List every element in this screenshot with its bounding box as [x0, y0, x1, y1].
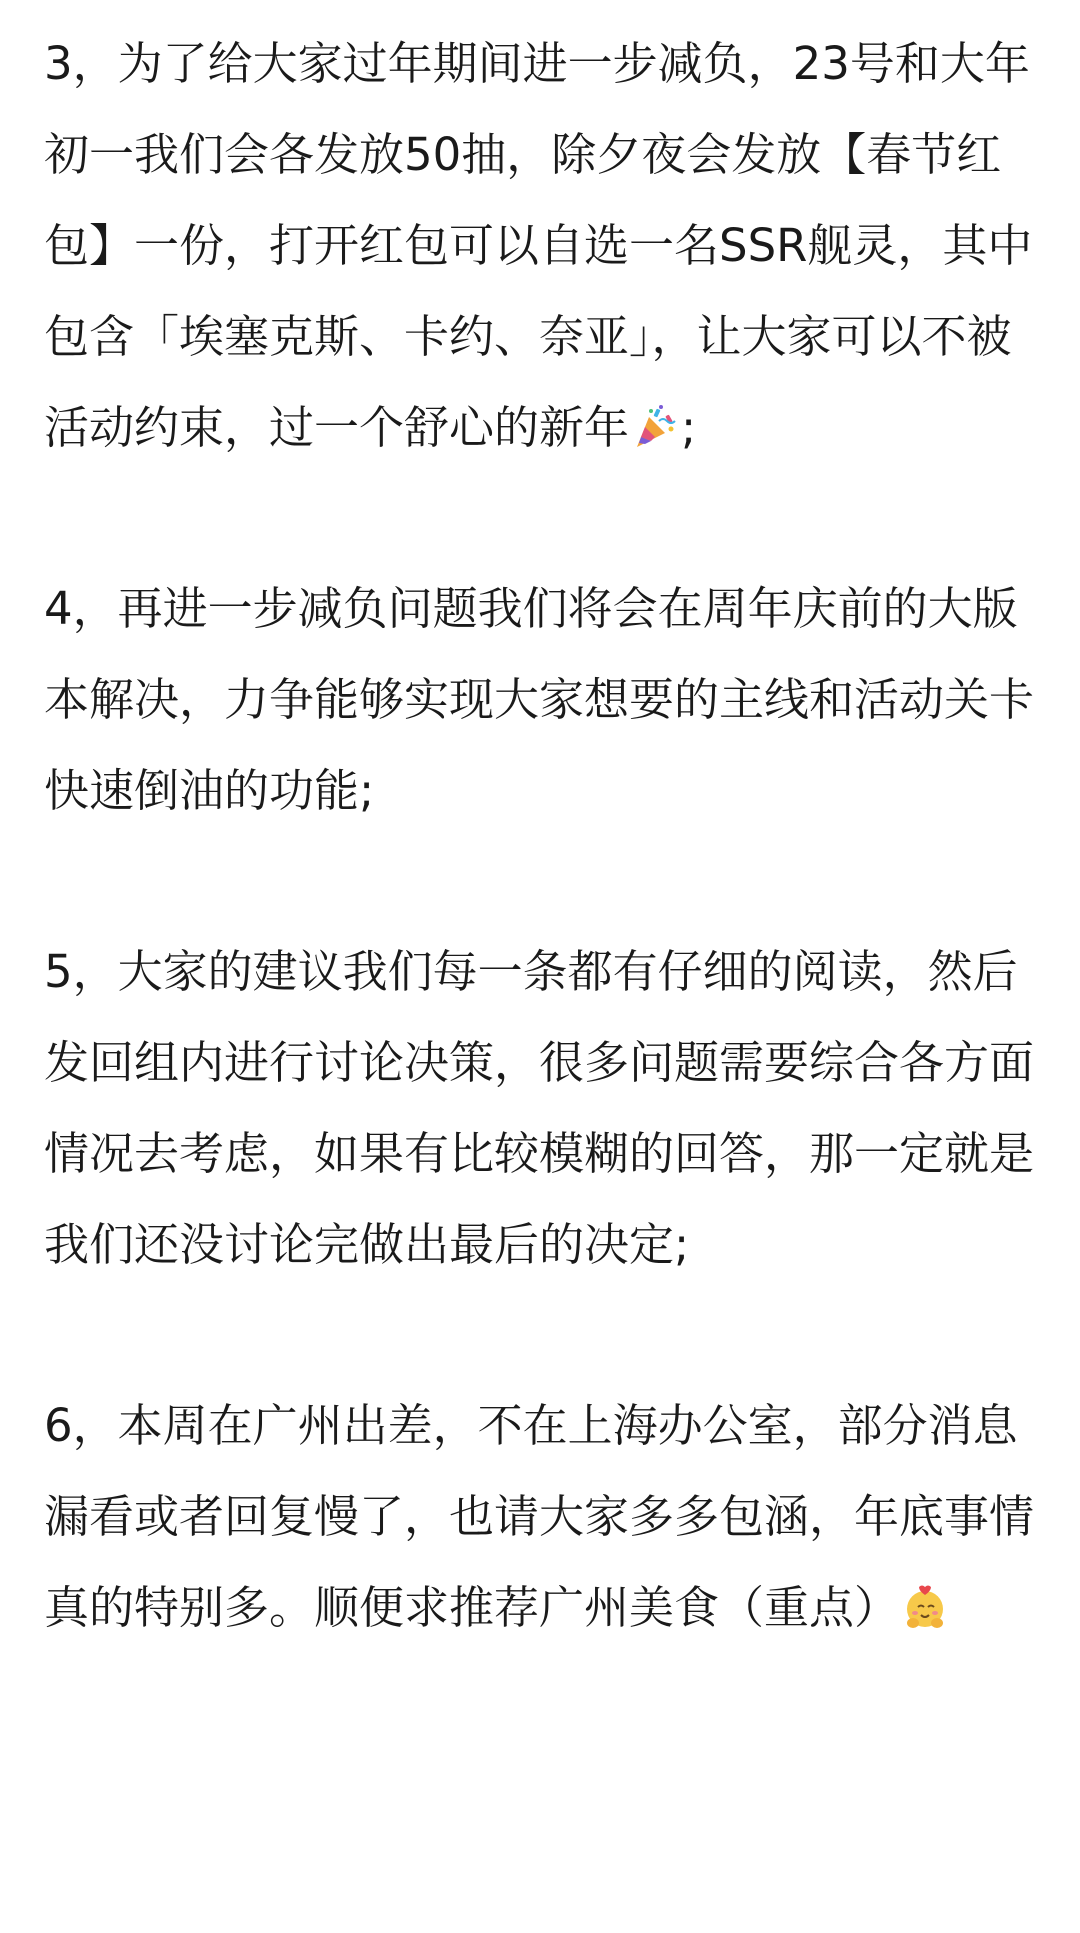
paragraph-3-text: 3，为了给大家过年期间进一步减负，23号和大年初一我们会各发放50抽，除夕夜会发放【春节红包】一份，打开红包可以自选一名SSR舰灵，其中包含「埃塞克斯、卡约、奈亚」，让大家可以不被活动约束，过一个舒心的新年	[44, 37, 1033, 454]
paragraph-4	[44, 563, 1044, 836]
paragraph-4-text: 4，再进一步减负问题我们将会在周年庆前的大版本解决，力争能够实现大家想要的主线和活动关卡快速倒油的功能;	[44, 582, 1035, 817]
party-popper-icon	[631, 403, 679, 451]
paragraph-3-tail: ;	[681, 401, 697, 454]
post-body	[44, 18, 1044, 1653]
paragraph-5	[44, 926, 1044, 1290]
paragraph-6-text: 6，本周在广州出差，不在上海办公室，部分消息漏看或者回复慢了，也请大家多多包涵，年底事情真的特别多。顺便求推荐广州美食（重点）	[44, 1399, 1035, 1634]
paragraph-6	[44, 1380, 1044, 1653]
hugging-face-icon	[901, 1583, 949, 1631]
paragraph-3	[44, 18, 1044, 473]
paragraph-5-text: 5，大家的建议我们每一条都有仔细的阅读，然后发回组内进行讨论决策，很多问题需要综合各方面情况去考虑，如果有比较模糊的回答，那一定就是我们还没讨论完做出最后的决定;	[44, 945, 1035, 1271]
